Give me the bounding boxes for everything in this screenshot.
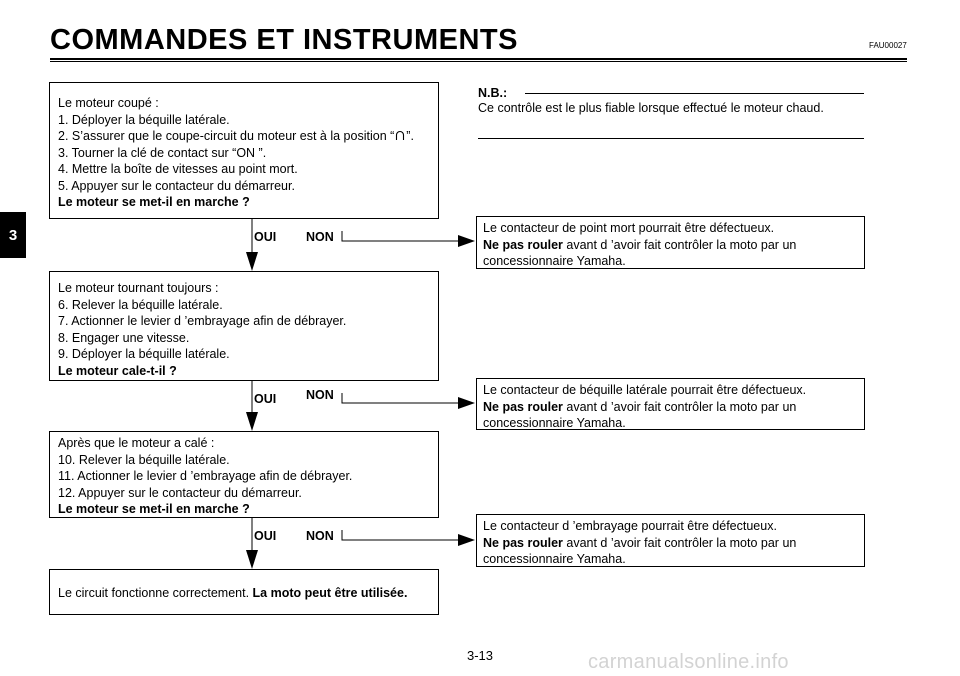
step-line: 10. Relever la béquille latérale. — [58, 452, 230, 467]
result-line — [483, 237, 864, 254]
step-box-engine-running — [49, 271, 439, 381]
note-rule-bottom — [478, 138, 864, 139]
step-box-engine-stalled — [49, 431, 439, 518]
result-line: concessionnaire Yamaha. — [483, 254, 626, 268]
step-line: 4. Mettre la boîte de vitesses au point mort. — [58, 162, 298, 176]
step-line: 5. Appuyer sur le contacteur du démarreur. — [58, 178, 295, 193]
result-text: avant d ’avoir fait contrôler la moto par un — [562, 399, 797, 414]
step-text-suffix: ”. — [406, 129, 414, 143]
no-label-2: NON — [306, 388, 334, 402]
step-line: 7. Actionner le levier d ’embrayage afin de débrayer. — [58, 314, 347, 328]
step-question: Le moteur cale-t-il ? — [58, 363, 177, 378]
yes-label-1: OUI — [254, 230, 277, 244]
step-box-circuit-ok — [49, 569, 439, 615]
connector-right-3 — [342, 530, 464, 540]
final-result-line — [58, 585, 438, 602]
document-code: FAU00027 — [869, 41, 907, 50]
result-box-clutch-switch — [476, 514, 865, 567]
result-line: Le contacteur de point mort pourrait être défectueux. — [483, 221, 775, 235]
step-question: Le moteur se met-il en marche ? — [58, 502, 250, 516]
chapter-tab: 3 — [0, 212, 26, 258]
note-label: N.B.: — [478, 86, 508, 100]
result-text: avant d ’avoir fait contrôler la moto par un — [562, 535, 797, 550]
result-line: concessionnaire Yamaha. — [483, 552, 626, 566]
no-label-3: NON — [306, 529, 334, 543]
step-question: Le moteur se met-il en marche ? — [58, 195, 250, 209]
final-result-text: Le circuit fonctionne correctement. — [58, 586, 253, 600]
step-line: 12. Appuyer sur le contacteur du démarreur. — [58, 485, 302, 500]
step-line: 8. Engager une vitesse. — [58, 330, 190, 345]
step-line — [58, 128, 438, 145]
result-line: Le contacteur d ’embrayage pourrait être défectueux. — [483, 519, 777, 533]
arrow-head-right-3 — [458, 534, 475, 546]
step-line: Le moteur tournant toujours : — [58, 281, 219, 295]
page-title: COMMANDES ET INSTRUMENTS — [50, 24, 518, 56]
result-line: concessionnaire Yamaha. — [483, 416, 626, 430]
result-line — [483, 535, 864, 552]
page-number: 3-13 — [466, 648, 494, 663]
yes-label-3: OUI — [254, 529, 277, 543]
step-line: 6. Relever la béquille latérale. — [58, 297, 223, 312]
watermark: carmanualsonline.info — [588, 651, 789, 673]
connector-right-1 — [342, 231, 464, 241]
arrow-head-down-1 — [246, 252, 258, 271]
note-rule-top — [525, 93, 864, 94]
note-text: Ce contrôle est le plus fiable lorsque effectué le moteur chaud. — [478, 101, 824, 115]
final-result-bold: La moto peut être utilisée. — [252, 586, 408, 600]
result-box-sidestand-switch — [476, 378, 865, 430]
step-line: 3. Tourner la clé de contact sur “ON ”. — [58, 145, 267, 160]
result-line — [483, 399, 864, 416]
arrow-head-down-3 — [246, 550, 258, 569]
step-line: 11. Actionner le levier d ’embrayage afin de débrayer. — [58, 469, 353, 483]
result-warning: Ne pas rouler — [483, 399, 563, 414]
result-warning: Ne pas rouler — [483, 237, 563, 252]
arrow-head-right-1 — [458, 235, 475, 247]
result-text: avant d ’avoir fait contrôler la moto par un — [562, 237, 797, 252]
step-line: Après que le moteur a calé : — [58, 436, 215, 450]
step-line: Le moteur coupé : — [58, 96, 159, 110]
step-text: 2. S’assurer que le coupe-circuit du moteur est à la position “ — [58, 129, 395, 143]
step-line: 1. Déployer la béquille latérale. — [58, 112, 230, 127]
connector-right-2 — [342, 393, 464, 403]
result-line: Le contacteur de béquille latérale pourrait être défectueux. — [483, 383, 807, 397]
arrow-head-down-2 — [246, 412, 258, 431]
step-box-engine-off — [49, 82, 439, 219]
step-line: 9. Déployer la béquille latérale. — [58, 347, 230, 361]
yes-label-2: OUI — [254, 392, 277, 406]
result-box-neutral-switch — [476, 216, 865, 269]
result-warning: Ne pas rouler — [483, 535, 563, 550]
arrow-head-right-2 — [458, 397, 475, 409]
no-label-1: NON — [306, 230, 334, 244]
engine-stop-run-icon — [395, 130, 405, 141]
